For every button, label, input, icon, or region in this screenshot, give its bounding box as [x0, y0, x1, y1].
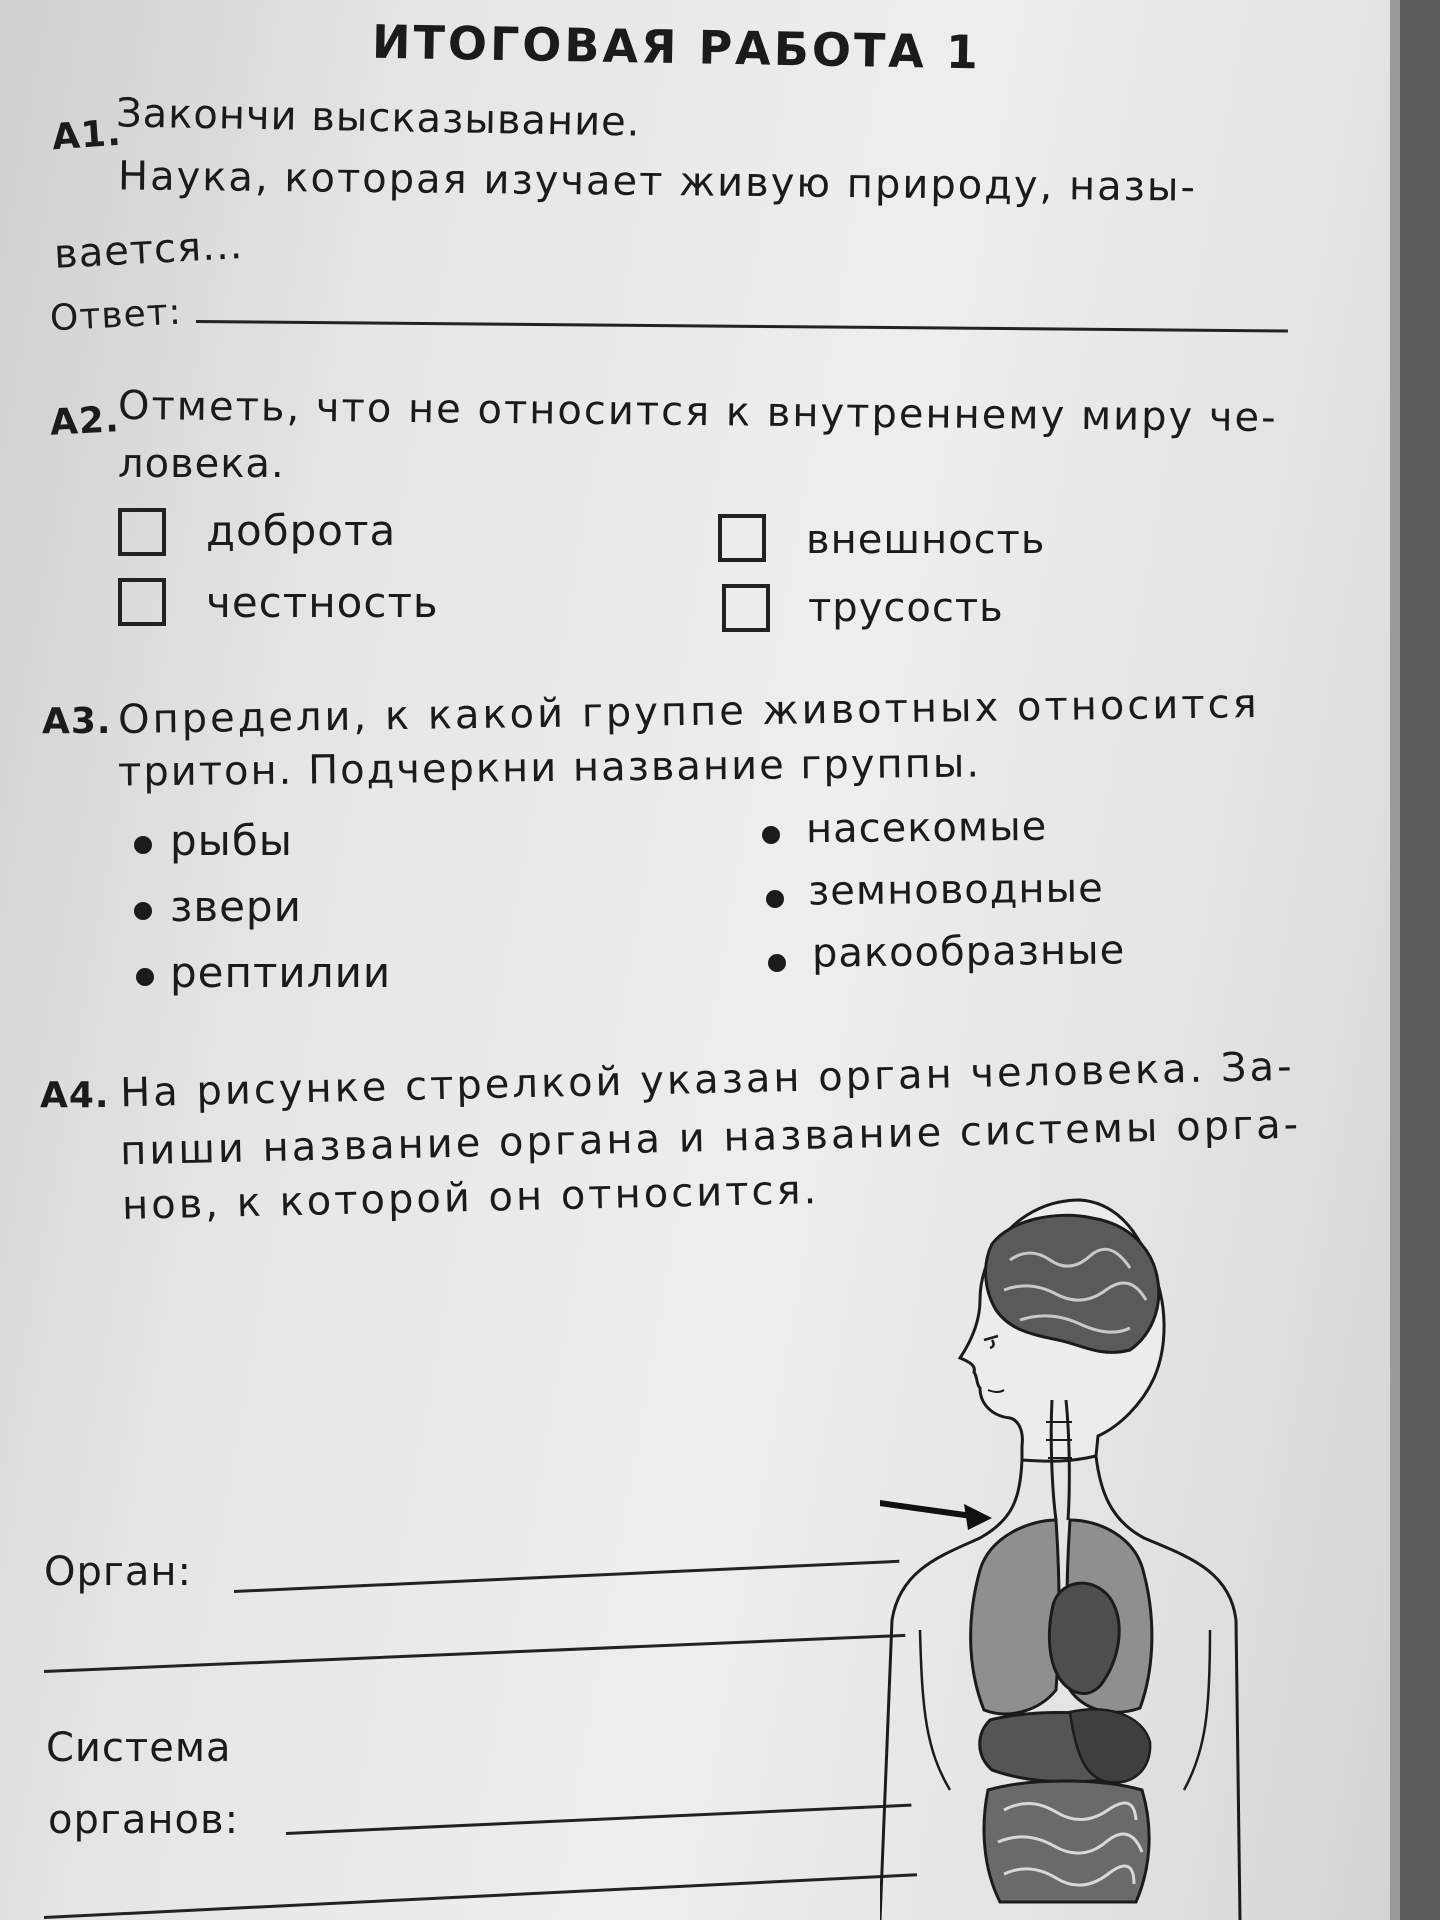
option-zveri[interactable]: звери — [170, 882, 302, 931]
page-title: ИТОГОВАЯ РАБОТА 1 — [371, 14, 982, 80]
human-anatomy-illustration — [880, 1190, 1400, 1920]
question-a4-text-line2: пиши название органа и название системы орга- — [119, 1101, 1302, 1175]
question-a2-text-line1: Отметь, что не относится к внутреннему миру че- — [117, 382, 1278, 442]
option-zemnovodnye[interactable]: земноводные — [807, 865, 1104, 915]
page-edge — [1400, 0, 1440, 1920]
option-chestnost: честность — [206, 578, 439, 627]
system-answer-line[interactable] — [286, 1804, 911, 1835]
question-a4-text-line3: нов, к которой он относится. — [121, 1167, 820, 1229]
checkbox-vneshnost[interactable] — [718, 514, 766, 562]
option-ryby[interactable]: рыбы — [170, 816, 293, 865]
question-a2-text-line2: ловека. — [118, 441, 285, 487]
option-nasekomye[interactable]: насекомые — [805, 803, 1048, 853]
bullet-icon — [766, 890, 784, 908]
system-label-2: органов: — [48, 1797, 240, 1843]
option-trusost: трусость — [808, 585, 1004, 631]
checkbox-trusost[interactable] — [722, 584, 770, 632]
arrow-icon — [880, 1500, 972, 1516]
bullet-icon — [762, 826, 780, 844]
question-a1-text-line2: вается... — [52, 222, 245, 278]
option-reptilii[interactable]: рептилии — [170, 948, 392, 997]
checkbox-chestnost[interactable] — [118, 578, 166, 626]
organ-answer-line[interactable] — [234, 1560, 899, 1593]
answer-label: Ответ: — [48, 291, 183, 340]
bullet-icon — [134, 836, 152, 854]
question-a1-number: А1. — [50, 112, 123, 159]
option-rakoobraznye[interactable]: ракообразные — [811, 927, 1126, 977]
system-answer-line-2[interactable] — [44, 1873, 917, 1919]
organ-answer-line-2[interactable] — [44, 1634, 905, 1673]
organ-label: Орган: — [44, 1549, 193, 1595]
question-a1-instruction: Закончи высказывание. — [115, 90, 641, 146]
bullet-icon — [768, 954, 786, 972]
option-vneshnost: внешность — [806, 517, 1046, 563]
question-a2-number: А2. — [48, 399, 121, 444]
answer-line[interactable] — [196, 320, 1288, 333]
question-a4-number: А4. — [40, 1075, 110, 1116]
question-a3-text-line2: тритон. Подчеркни название группы. — [117, 740, 982, 796]
bullet-icon — [136, 968, 154, 986]
question-a3-text-line1: Определи, к какой группе животных относится — [117, 681, 1260, 743]
option-dobrota: доброта — [206, 506, 397, 555]
question-a3-number: А3. — [42, 701, 112, 742]
question-a1-text-line1: Наука, которая изучает живую природу, назы- — [117, 153, 1198, 211]
question-a4-text-line1: На рисунке стрелкой указан орган человека. За- — [119, 1043, 1295, 1117]
bullet-icon — [134, 902, 152, 920]
checkbox-dobrota[interactable] — [118, 508, 166, 556]
system-label-1: Система — [46, 1725, 232, 1771]
